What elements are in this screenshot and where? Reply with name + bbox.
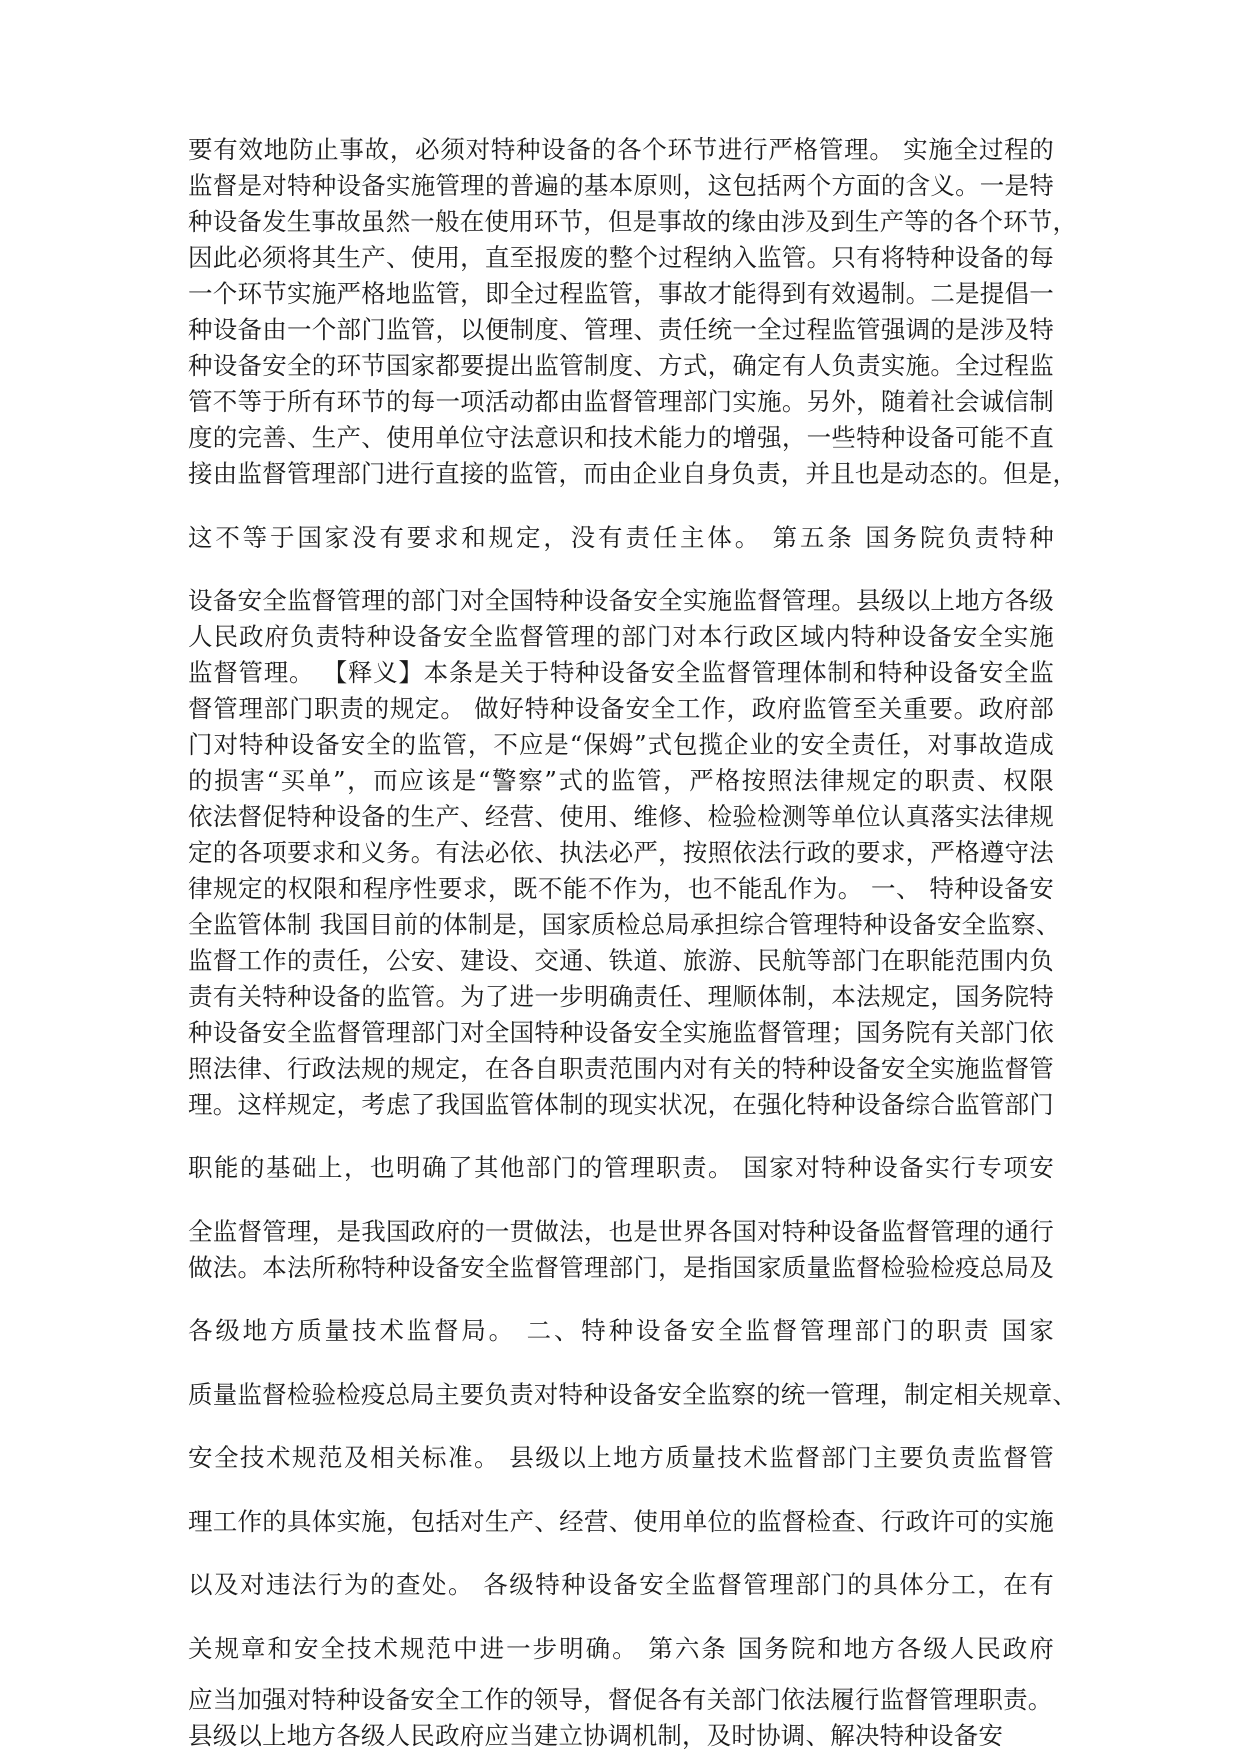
- text-line-29: 做法。本法所称特种设备安全监督管理部门，是指国家质量监督检验检疫总局及: [188, 1253, 1054, 1282]
- text-line-22: 监督工作的责任，公安、建设、交通、铁道、旅游、民航等部门在职能范围内负: [188, 946, 1054, 975]
- text-line-19: 定的各项要求和义务。有法必依、执法必严，按照依法行政的要求，严格遵守法: [188, 838, 1054, 867]
- text-line-16: 门对特种设备安全的监管，不应是“保姆”式包揽企业的安全责任，对事故造成: [188, 730, 1054, 759]
- text-line-13: 人民政府负责特种设备安全监督管理的部门对本行政区域内特种设备安全实施: [188, 622, 1054, 651]
- text-line-5: 一个环节实施严格地监管，即全过程监管，事故才能得到有效遏制。二是提倡一: [188, 279, 1054, 308]
- text-line-35: 关规章和安全技术规范中进一步明确。 第六条 国务院和地方各级人民政府: [188, 1634, 1054, 1663]
- text-line-37: 县级以上地方各级人民政府应当建立协调机制，及时协调、解决特种设备安: [188, 1721, 1004, 1750]
- text-line-32: 安全技术规范及相关标准。 县级以上地方质量技术监督部门主要负责监督管: [188, 1443, 1054, 1472]
- text-line-24: 种设备安全监督管理部门对全国特种设备安全实施监督管理；国务院有关部门依: [188, 1018, 1054, 1047]
- text-line-6: 种设备由一个部门监管，以便制度、管理、责任统一全过程监管强调的是涉及特: [188, 315, 1054, 344]
- text-line-1: 要有效地防止事故，必须对特种设备的各个环节进行严格管理。 实施全过程的: [188, 135, 1054, 164]
- text-line-9: 度的完善、生产、使用单位守法意识和技术能力的增强，一些特种设备可能不直: [188, 423, 1054, 452]
- text-line-7: 种设备安全的环节国家都要提出监管制度、方式，确定有人负责实施。全过程监: [188, 351, 1054, 380]
- text-line-18: 依法督促特种设备的生产、经营、使用、维修、检验检测等单位认真落实法律规: [188, 802, 1054, 831]
- text-line-36: 应当加强对特种设备安全工作的领导，督促各有关部门依法履行监督管理职责。: [188, 1685, 1053, 1714]
- text-line-20: 律规定的权限和程序性要求，既不能不作为，也不能乱作为。 一、 特种设备安: [188, 874, 1054, 903]
- text-line-23: 责有关特种设备的监管。为了进一步明确责任、理顺体制，本法规定，国务院特: [188, 982, 1054, 1011]
- text-line-2: 监督是对特种设备实施管理的普遍的基本原则，这包括两个方面的含义。一是特: [188, 171, 1054, 200]
- text-line-28: 全监督管理，是我国政府的一贯做法，也是世界各国对特种设备监督管理的通行: [188, 1217, 1054, 1246]
- text-line-26: 理。这样规定，考虑了我国监管体制的现实状况，在强化特种设备综合监管部门: [188, 1090, 1054, 1119]
- text-line-17: 的损害“买单”，而应该是“警察”式的监管，严格按照法律规定的职责、权限: [188, 766, 1054, 795]
- text-line-11: 这不等于国家没有要求和规定，没有责任主体。 第五条 国务院负责特种: [188, 523, 1054, 552]
- text-line-34: 以及对违法行为的查处。 各级特种设备安全监督管理部门的具体分工，在有: [188, 1570, 1054, 1599]
- text-line-21: 全监管体制 我国目前的体制是，国家质检总局承担综合管理特种设备安全监察、: [188, 910, 1061, 939]
- text-line-15: 督管理部门职责的规定。 做好特种设备安全工作，政府监管至关重要。政府部: [188, 694, 1054, 723]
- text-line-25: 照法律、行政法规的规定，在各自职责范围内对有关的特种设备安全实施监督管: [188, 1054, 1054, 1083]
- text-line-27: 职能的基础上，也明确了其他部门的管理职责。 国家对特种设备实行专项安: [188, 1153, 1054, 1182]
- text-line-12: 设备安全监督管理的部门对全国特种设备安全实施监督管理。县级以上地方各级: [188, 586, 1054, 615]
- text-line-33: 理工作的具体实施，包括对生产、经营、使用单位的监督检查、行政许可的实施: [188, 1507, 1054, 1536]
- text-line-8: 管不等于所有环节的每一项活动都由监督管理部门实施。另外，随着社会诚信制: [188, 387, 1054, 416]
- text-line-14: 监督管理。 【释义】本条是关于特种设备安全监督管理体制和特种设备安全监: [188, 658, 1054, 687]
- text-line-10: 接由监督管理部门进行直接的监管，而由企业自身负责，并且也是动态的。但是，: [188, 459, 1078, 488]
- text-line-4: 因此必须将其生产、使用，直至报废的整个过程纳入监管。只有将特种设备的每: [188, 243, 1054, 272]
- text-line-30: 各级地方质量技术监督局。 二、特种设备安全监督管理部门的职责 国家: [188, 1316, 1054, 1345]
- text-line-3: 种设备发生事故虽然一般在使用环节，但是事故的缘由涉及到生产等的各个环节，: [188, 207, 1078, 236]
- text-line-31: 质量监督检验检疫总局主要负责对特种设备安全监察的统一管理，制定相关规章、: [188, 1380, 1078, 1409]
